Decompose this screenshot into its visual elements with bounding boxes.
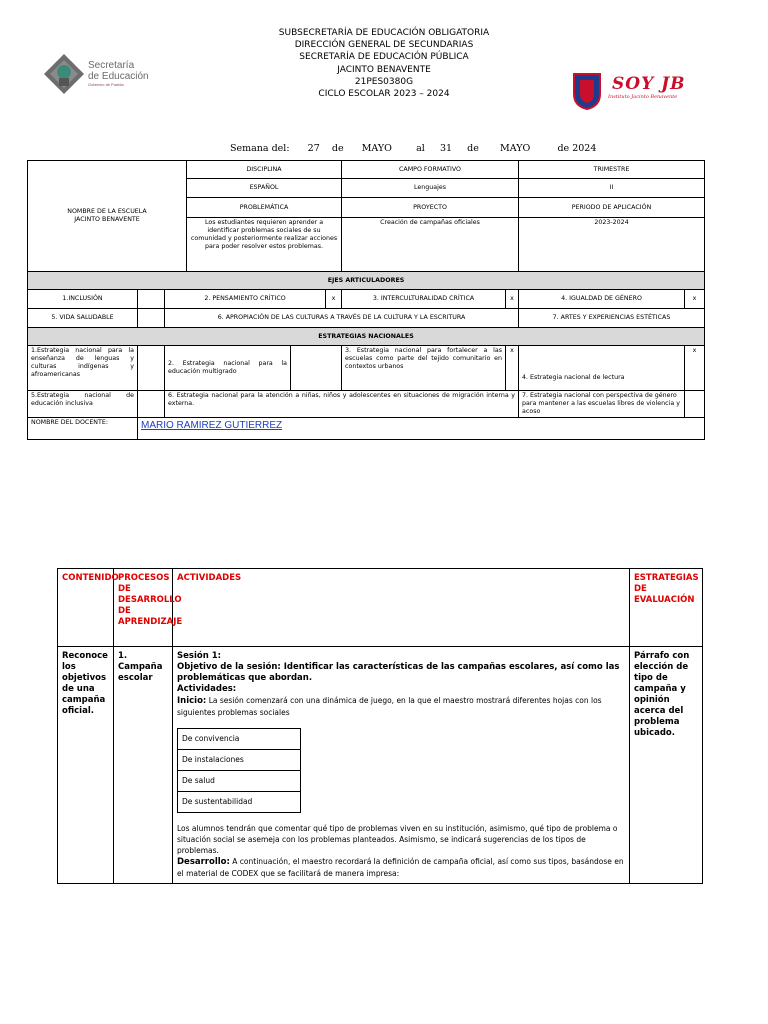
- problem-item: De convivencia: [178, 729, 301, 750]
- eje-item: 3. INTERCULTURALIDAD CRÍTICA: [342, 290, 506, 309]
- activities-table: [57, 568, 703, 884]
- problems-list: [177, 728, 301, 813]
- week-day-to: 31: [439, 143, 453, 154]
- eje-item: 5. VIDA SALUDABLE: [28, 309, 138, 328]
- week-al: al: [416, 143, 425, 154]
- trimestre-header: TRIMESTRE: [519, 161, 705, 179]
- estrategia-mark: [138, 346, 165, 391]
- eje-item: 2. PENSAMIENTO CRÍTICO: [165, 290, 326, 309]
- session-objective: Objetivo de la sesión: Identificar las características de las campañas escolares, así como las problemáticas que abordan.: [177, 662, 620, 683]
- estrategia-mark: [291, 346, 342, 391]
- problematica-value: Los estudiantes requieren aprender a identificar problemas sociales de su comunidad y posteriormente realizar acciones para poder resolver estos problemas.: [187, 218, 342, 272]
- eje-mark: x: [506, 290, 519, 309]
- week-line: [230, 143, 596, 154]
- disciplina-header: DISCIPLINA: [187, 161, 342, 179]
- week-de: de: [467, 143, 479, 154]
- procesos-header: PROCESOS DE DESARROLLO DE APRENDIZAJE: [114, 569, 173, 647]
- school-name: JACINTO BENAVENTE: [74, 216, 140, 223]
- header-line: CICLO ESCOLAR 2023 – 2024: [318, 89, 450, 100]
- ejes-title: EJES ARTICULADORES: [28, 272, 705, 290]
- estrategia-mark: x: [506, 346, 519, 391]
- contenido-cell: Reconoce los objetivos de una campaña oficial.: [58, 647, 114, 884]
- school-logo-subtext: Instituto Jacinto Benavente: [608, 94, 678, 100]
- evaluacion-cell: Párrafo con elección de tipo de campaña y opinión acerca del problema ubicado.: [630, 647, 703, 884]
- estrategia-mark: x: [685, 346, 705, 391]
- periodo-value: 2023-2024: [519, 218, 705, 272]
- header-line: SECRETARÍA DE EDUCACIÓN PÚBLICA: [299, 52, 469, 63]
- desarrollo-text: A continuación, el maestro recordará la definición de campaña oficial, así como sus tipos, basándose en el material de CODEX que se facilitará de manera impresa:: [177, 857, 624, 878]
- sep-logo: [42, 52, 152, 110]
- estrategia-item: 7. Estrategia nacional con perspectiva de género para mantener a las escuelas libres de violencia y acoso: [519, 391, 685, 418]
- session-title: Sesión 1:: [177, 651, 222, 661]
- school-logo-text: SOY JB: [612, 74, 686, 94]
- sep-logo-text: Secretaría de Educación Gobierno de Puebla: [88, 60, 149, 87]
- inicio-paragraph: [177, 695, 625, 718]
- estrategia-mark: [685, 391, 705, 418]
- problem-item: De salud: [178, 771, 301, 792]
- contenido-header: CONTENIDO: [58, 569, 114, 647]
- school-name-cell: [28, 161, 187, 272]
- estrategia-item: 1.Estrategia nacional para la enseñanza de lenguas y culturas indígenas y afroamericanas: [28, 346, 138, 391]
- estrategia-item: 6. Estrategia nacional para la atención a niñas, niños y adolescentes en situaciones de migración interna y externa.: [165, 391, 519, 418]
- estrategia-item: 5.Estrategia nacional de educación inclusiva: [28, 391, 138, 418]
- estrategia-item: 2. Estrategia nacional para la educación multigrado: [165, 346, 291, 391]
- header-line: JACINTO BENAVENTE: [337, 64, 431, 75]
- docente-name-link[interactable]: MARIO RAMIREZ GUTIERREZ: [141, 420, 283, 431]
- campo-header: CAMPO FORMATIVO: [342, 161, 519, 179]
- week-label: Semana del:: [230, 143, 290, 154]
- week-month-to: MAYO: [500, 143, 531, 154]
- eje-item: 6. APROPIACIÓN DE LAS CULTURAS A TRAVÉS DE LA CULTURA Y LA ESCRITURA: [165, 309, 519, 328]
- week-month-from: MAYO: [361, 143, 392, 154]
- disciplina-value: ESPAÑOL: [187, 179, 342, 198]
- eje-mark: x: [685, 290, 705, 309]
- eje-item: 7. ARTES Y EXPERIENCIAS ESTÉTICAS: [519, 309, 705, 328]
- week-de: de: [331, 143, 344, 154]
- desarrollo-label: Desarrollo:: [177, 857, 230, 867]
- estrategia-item: 3. Estrategia nacional para fortalecer a las escuelas como parte del tejido comunitario en contextos urbanos: [342, 346, 506, 391]
- school-logo: [572, 70, 692, 110]
- week-year: de 2024: [557, 143, 597, 154]
- estrategias-evaluacion-header: ESTRATEGIAS DE EVALUACIÓN: [630, 569, 703, 647]
- document-header: [200, 27, 568, 100]
- inicio-label: Inicio:: [177, 696, 207, 706]
- eje-mark: [138, 290, 165, 309]
- proyecto-header: PROYECTO: [342, 198, 519, 218]
- estrategia-item: 4. Estrategia nacional de lectura: [519, 346, 685, 391]
- problematica-header: PROBLEMÁTICA: [187, 198, 342, 218]
- school-label: NOMBRE DE LA ESCUELA: [67, 208, 147, 215]
- estrategias-title: ESTRATEGIAS NACIONALES: [28, 328, 705, 346]
- problem-item: De instalaciones: [178, 750, 301, 771]
- problem-item: De sustentabilidad: [178, 792, 301, 813]
- actividades-cell: [173, 647, 630, 884]
- estrategia-mark: [138, 391, 165, 418]
- header-line: DIRECCIÓN GENERAL DE SECUNDARIAS: [294, 40, 474, 51]
- docente-cell: [138, 418, 705, 440]
- planning-info-table: [27, 160, 705, 440]
- after-list-paragraph: Los alumnos tendrán que comentar qué tipo de problemas viven en su institución, asimismo, qué tipo de problema o situación social se asemeja con los problemas planteados. Asimismo, se indicará sugerencias de los tipos de problemas.: [177, 824, 618, 855]
- proyecto-value: Creación de campañas oficiales: [342, 218, 519, 272]
- eje-mark: x: [326, 290, 342, 309]
- header-line: 21PES0380G: [354, 76, 414, 87]
- header-line: SUBSECRETARÍA DE EDUCACIÓN OBLIGATORIA: [278, 28, 490, 38]
- activities-label: Actividades:: [177, 684, 237, 694]
- inicio-text: La sesión comenzará con una dinámica de juego, en la que el maestro mostrará diferentes hojas con los siguientes problemas sociales: [177, 696, 602, 717]
- periodo-header: PERIODO DE APLICACIÓN: [519, 198, 705, 218]
- eje-mark: [138, 309, 165, 328]
- docente-label: NOMBRE DEL DOCENTE:: [28, 418, 138, 440]
- eje-item: 1.INCLUSIÓN: [28, 290, 138, 309]
- trimestre-value: II: [519, 179, 705, 198]
- actividades-header: ACTIVIDADES: [173, 569, 630, 647]
- desarrollo-paragraph: [177, 856, 625, 879]
- week-day-from: 27: [307, 143, 320, 154]
- proceso-cell: 1. Campaña escolar: [114, 647, 173, 884]
- campo-value: Lenguajes: [342, 179, 519, 198]
- eje-item: 4. IGUALDAD DE GÉNERO: [519, 290, 685, 309]
